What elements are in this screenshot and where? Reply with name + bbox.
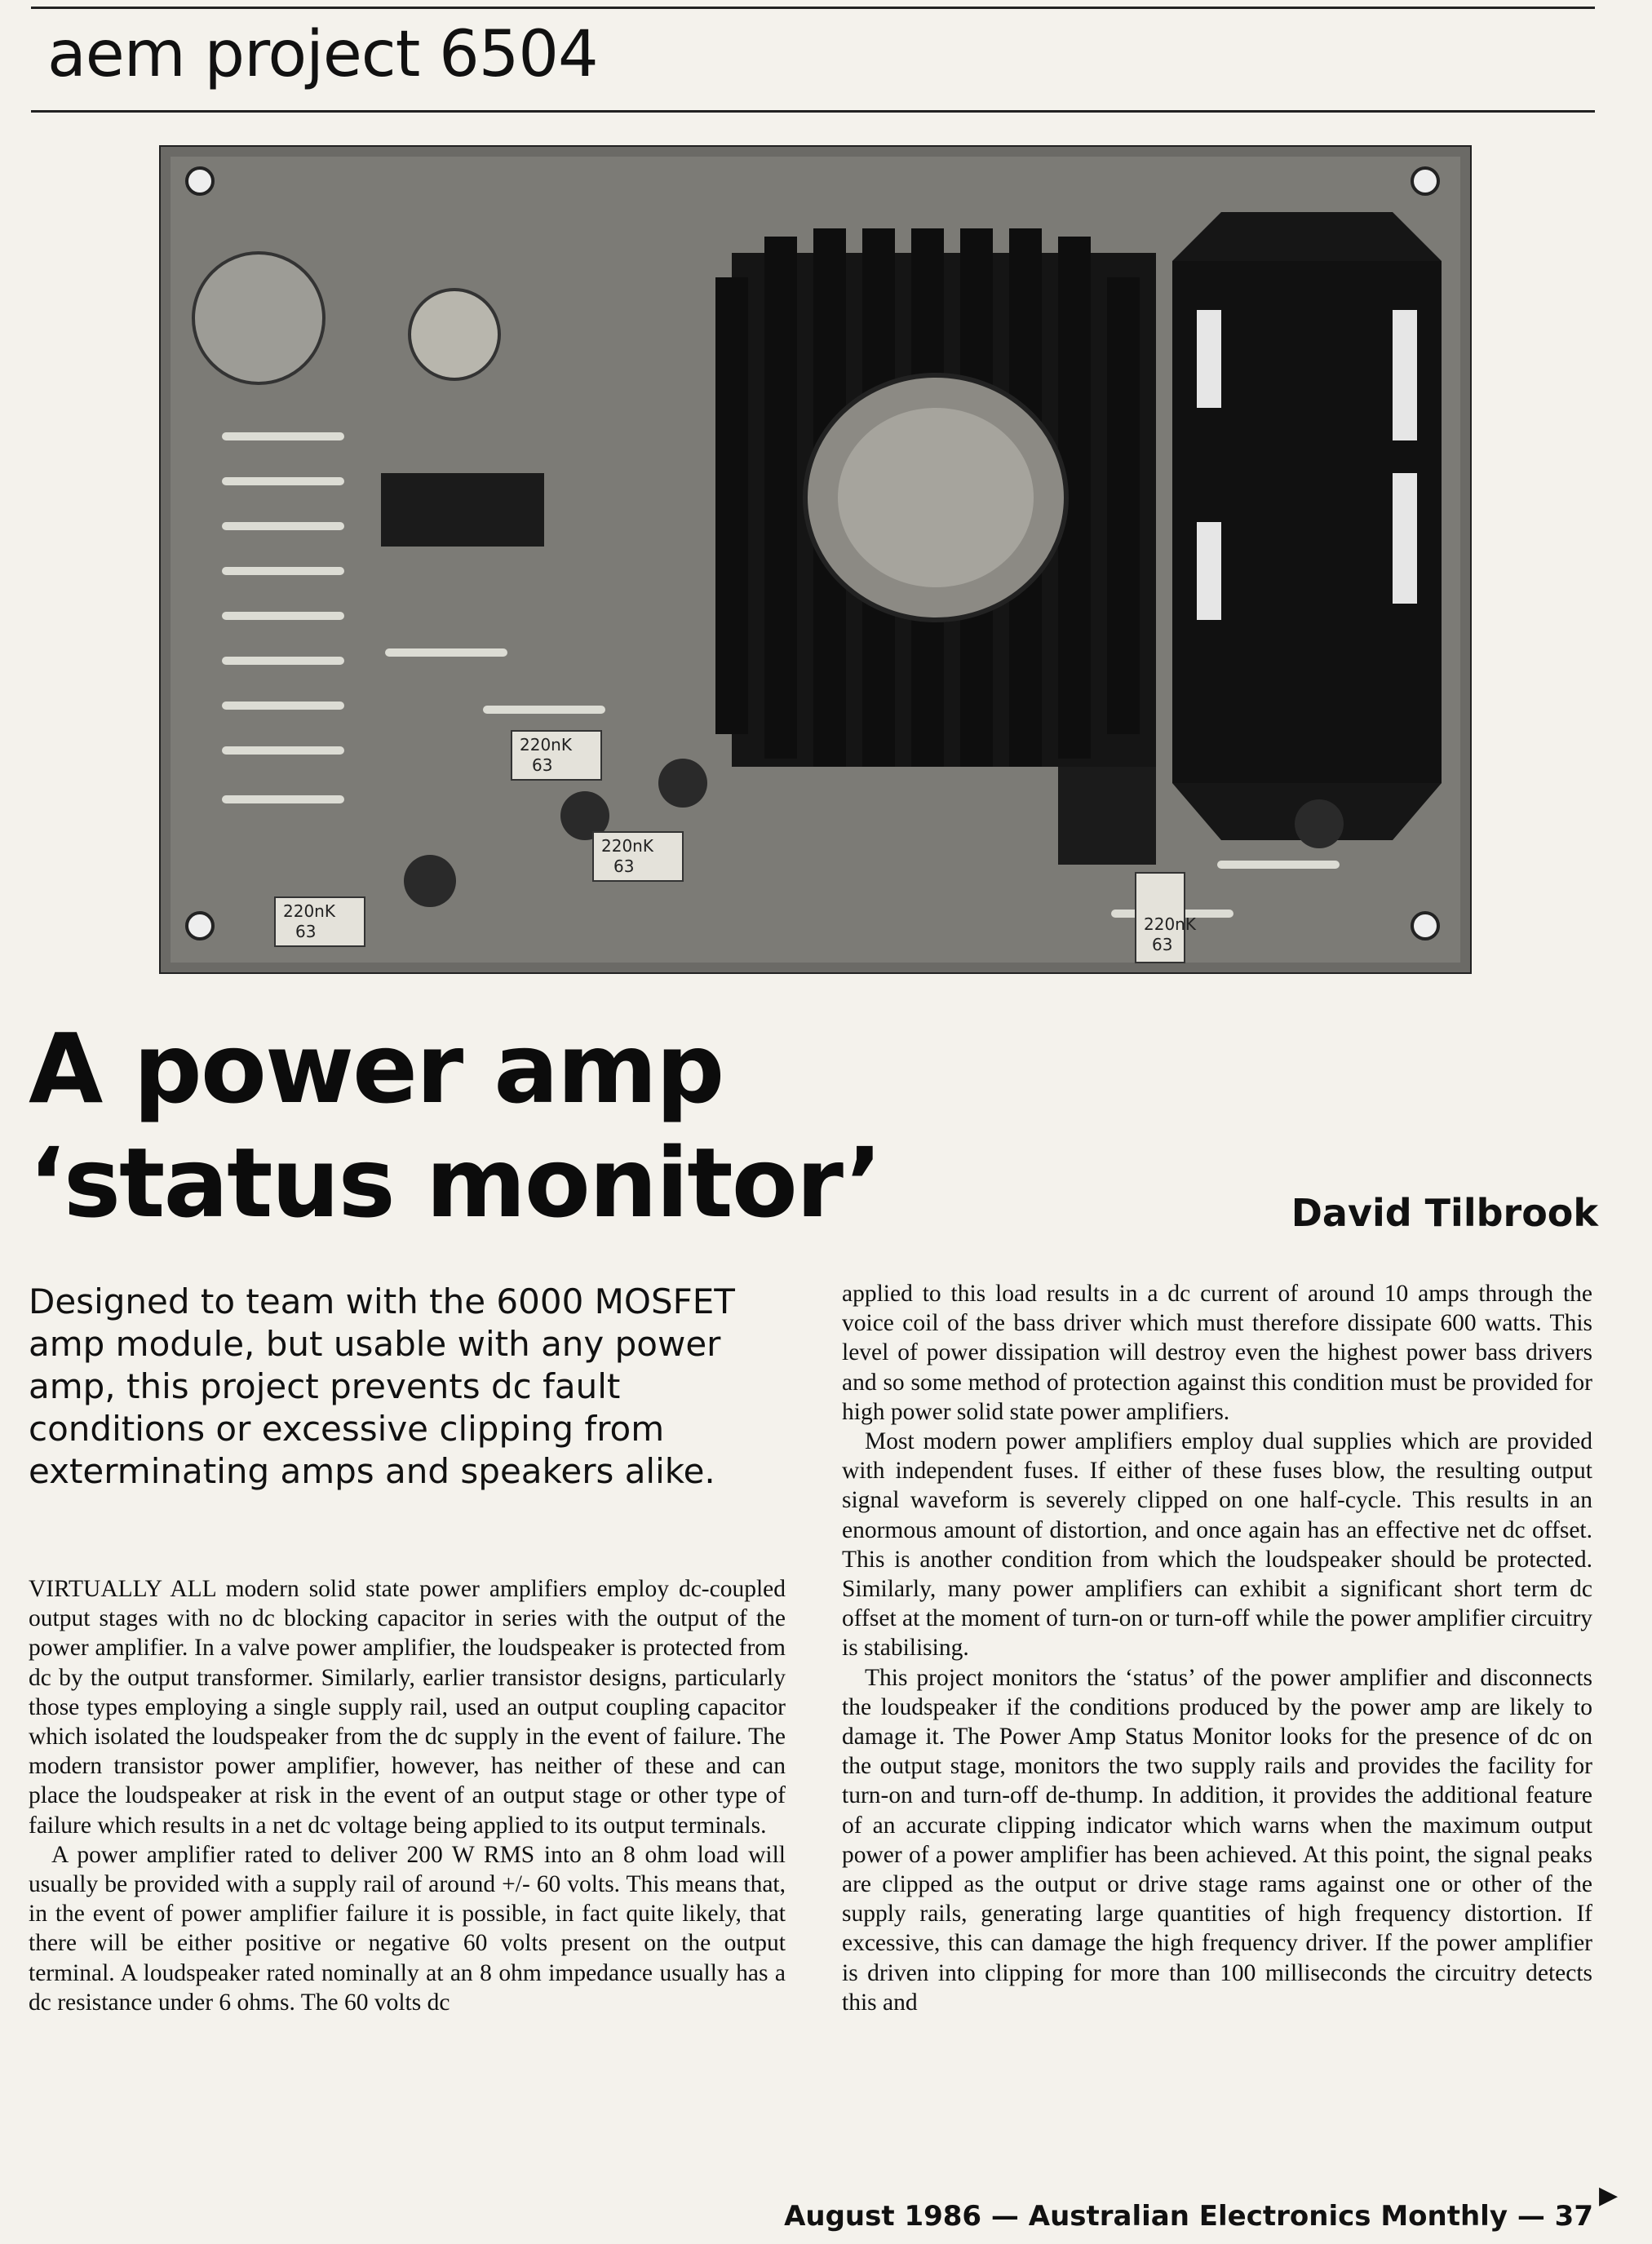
headline: [29, 1011, 881, 1240]
headline-line-1: A power amp: [29, 1012, 724, 1125]
cap-label-3: 220nK: [283, 901, 335, 921]
cap-label-4: 220nK: [1144, 914, 1196, 934]
section-title: aem project 6504: [47, 18, 598, 91]
continue-arrow-icon: ▶: [1599, 2182, 1619, 2209]
cap-label-4b: 63: [1152, 935, 1173, 954]
top-rule: [31, 7, 1595, 9]
headline-line-2: ‘status monitor’: [29, 1126, 881, 1239]
cap-label-1: 220nK: [520, 735, 572, 755]
circuit-board-illustration: [161, 147, 1470, 972]
cap-label-2b: 63: [613, 856, 635, 876]
paragraph: applied to this load results in a dc current of around 10 amps through the voice coil of the bass driver which must therefore dissipate 600 watts. This level of power dissipation will destroy even the highest power bass drivers and so some method of protection against this condition must be provided for high power solid state power amplifiers.: [842, 1281, 1592, 1425]
body-column-right: [842, 1279, 1592, 2017]
author-byline: David Tilbrook: [1291, 1191, 1598, 1235]
circuit-board-photo: [159, 145, 1472, 974]
paragraph: Most modern power amplifiers employ dual supplies which are provided with independent fuses. If either of these fuses blow, the resulting output signal waveform is severely clipped on one half-cycle. This results in an enormous amount of distortion, and once again has an effective net dc offset. This is another condition from which the loudspeaker should be protected. Similarly, many power amplifiers can exhibit a significant short term dc offset at the moment of turn-on or turn-off while the power amplifier circuitry is stabilising.: [842, 1428, 1592, 1662]
page-footer: August 1986 — Australian Electronics Monthly — 37: [784, 2200, 1593, 2233]
standfirst: Designed to team with the 6000 MOSFET amp module, but usable with any power amp, this project prevents dc fault conditions or excessive clipping from exterminating amps and speakers alike.: [29, 1281, 735, 1491]
paragraph: A power amplifier rated to deliver 200 W RMS into an 8 ohm load will usually be provided with a supply rail of around +/- 60 volts. This means that, in the event of power amplifier failure it is possible, in fact quite likely, that there will be either positive or negative 60 volts present on the output terminal. A loudspeaker rated nominally at an 8 ohm impedance usually has a dc resistance under 6 ohms. The 60 volts dc: [29, 1841, 786, 2016]
paragraph: VIRTUALLY ALL modern solid state power amplifiers employ dc-coupled output stages with no dc blocking capacitor in series with the output of the power amplifier. In a valve power amplifier, the loudspeaker is protected from dc by the output transformer. Similarly, earlier transistor designs, particularly those types employing a single supply rail, used an output coupling capacitor which isolated the loudspeaker from the dc supply in the event of failure. The modern transistor power amplifier, however, has neither of these and can place the loudspeaker at risk in the event of an output stage or other type of failure which results in a net dc voltage being applied to its output terminals.: [29, 1576, 786, 1839]
cap-label-1b: 63: [532, 755, 553, 775]
cap-label-3b: 63: [295, 922, 317, 941]
header-rule: [31, 110, 1595, 113]
body-column-left: [29, 1574, 786, 2017]
cap-label-2: 220nK: [601, 836, 653, 856]
paragraph: This project monitors the ‘status’ of the power amplifier and disconnects the loudspeaker if the conditions produced by the power amp are likely to damage it. The Power Amp Status Monitor looks for the presence of dc on the output stage, monitors the two supply rails and provides the facility for turn-on and turn-off de-thump. In addition, it provides the additional feature of an accurate clipping indicator which warns when the maximum output power of a power amplifier has been achieved. At this point, the signal peaks are clipped as the output or drive stage rams against one or other of the supply rails, generating large quantities of high frequency distortion. If excessive, this can damage the high frequency driver. If the power amplifier is driven into clipping for more than 100 milliseconds the circuitry detects this and: [842, 1664, 1592, 2016]
